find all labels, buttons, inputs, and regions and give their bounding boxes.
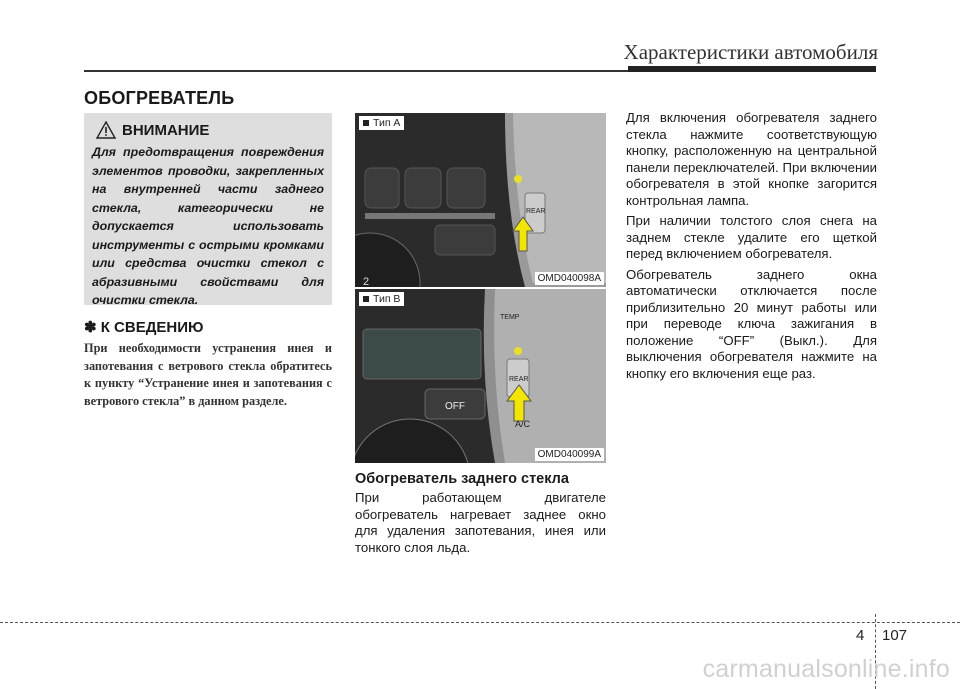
indicator-lamp-b-icon <box>514 347 522 355</box>
rear-label-a: REAR <box>526 208 546 215</box>
paragraph: Обогреватель заднего окна автоматически отключается после приблизительно 20 минут работы или при переводе ключа зажигания в положение “OFF” (Выкл.). Для выключения обогревателя нажмите на кнопку его включения еще раз. <box>626 266 877 381</box>
caption-title: Обогреватель заднего стекла <box>355 471 569 487</box>
photo-type-a <box>355 113 606 287</box>
header-title: Характеристики автомобиля <box>623 40 878 64</box>
paragraph: При наличии толстого слоя снега на заднем стекле удалите его щеткой перед включением обогревателя. <box>626 213 877 261</box>
ac-label: A/C <box>515 419 531 429</box>
photo-type-b <box>355 289 606 463</box>
note-text: При необходимости устранения инея и запотевания с ветрового стекла обратитесь к пункту “Устранение инея и запотевания с ветрового стекла” в данном разделе. <box>84 341 332 408</box>
section-title: ОБОГРЕВАТЕЛЬ <box>84 88 235 108</box>
note-title: ✽ К СВЕДЕНИЮ <box>84 319 204 336</box>
off-label: OFF <box>445 401 465 412</box>
warning-box <box>84 113 332 305</box>
photo-code-b: OMD040099A <box>535 448 604 461</box>
type-badge-b <box>359 292 404 306</box>
photo-code-a: OMD040098A <box>535 272 604 285</box>
badge-label-a: Тип A <box>373 117 401 129</box>
warning-triangle-icon <box>96 121 116 139</box>
footer-rule <box>0 622 960 623</box>
badge-square-icon <box>363 120 369 126</box>
page-number: 107 <box>882 627 908 644</box>
rear-label-b: REAR <box>509 376 529 383</box>
knob-number: 2 <box>363 276 370 287</box>
badge-square-icon <box>363 296 369 302</box>
temp-label: TEMP <box>500 314 520 321</box>
warning-title: ВНИМАНИЕ <box>122 121 210 139</box>
control-panel-b-illustration <box>355 289 606 463</box>
header-bar <box>628 66 876 72</box>
control-panel-a-illustration <box>355 113 606 287</box>
warning-text: Для предотвращения повреждения элементов проводки, закрепленных на внутренней части заднего стекла, категорически не допускается использовать инструменты с острыми кромками или средства очистки стекол с абразивными свойствами для очистки стекла. <box>92 145 324 307</box>
badge-label-b: Тип B <box>373 293 401 305</box>
warning-header <box>96 121 324 139</box>
type-badge-a <box>359 116 404 130</box>
right-column <box>626 110 877 386</box>
chapter-number: 4 <box>856 627 865 644</box>
paragraph: Для включения обогревателя заднего стекла нажмите соответствующую кнопку, расположенную на центральной панели переключателей. При включении обогревателя в этой кнопке загорится контрольная лампа. <box>626 110 877 208</box>
watermark: carmanualsonline.info <box>702 655 950 683</box>
indicator-lamp-a-icon <box>514 175 522 183</box>
caption-text: При работающем двигателе обогреватель нагревает заднее окно для удаления запотевания, инея или тонкого слоя льда. <box>355 490 606 555</box>
